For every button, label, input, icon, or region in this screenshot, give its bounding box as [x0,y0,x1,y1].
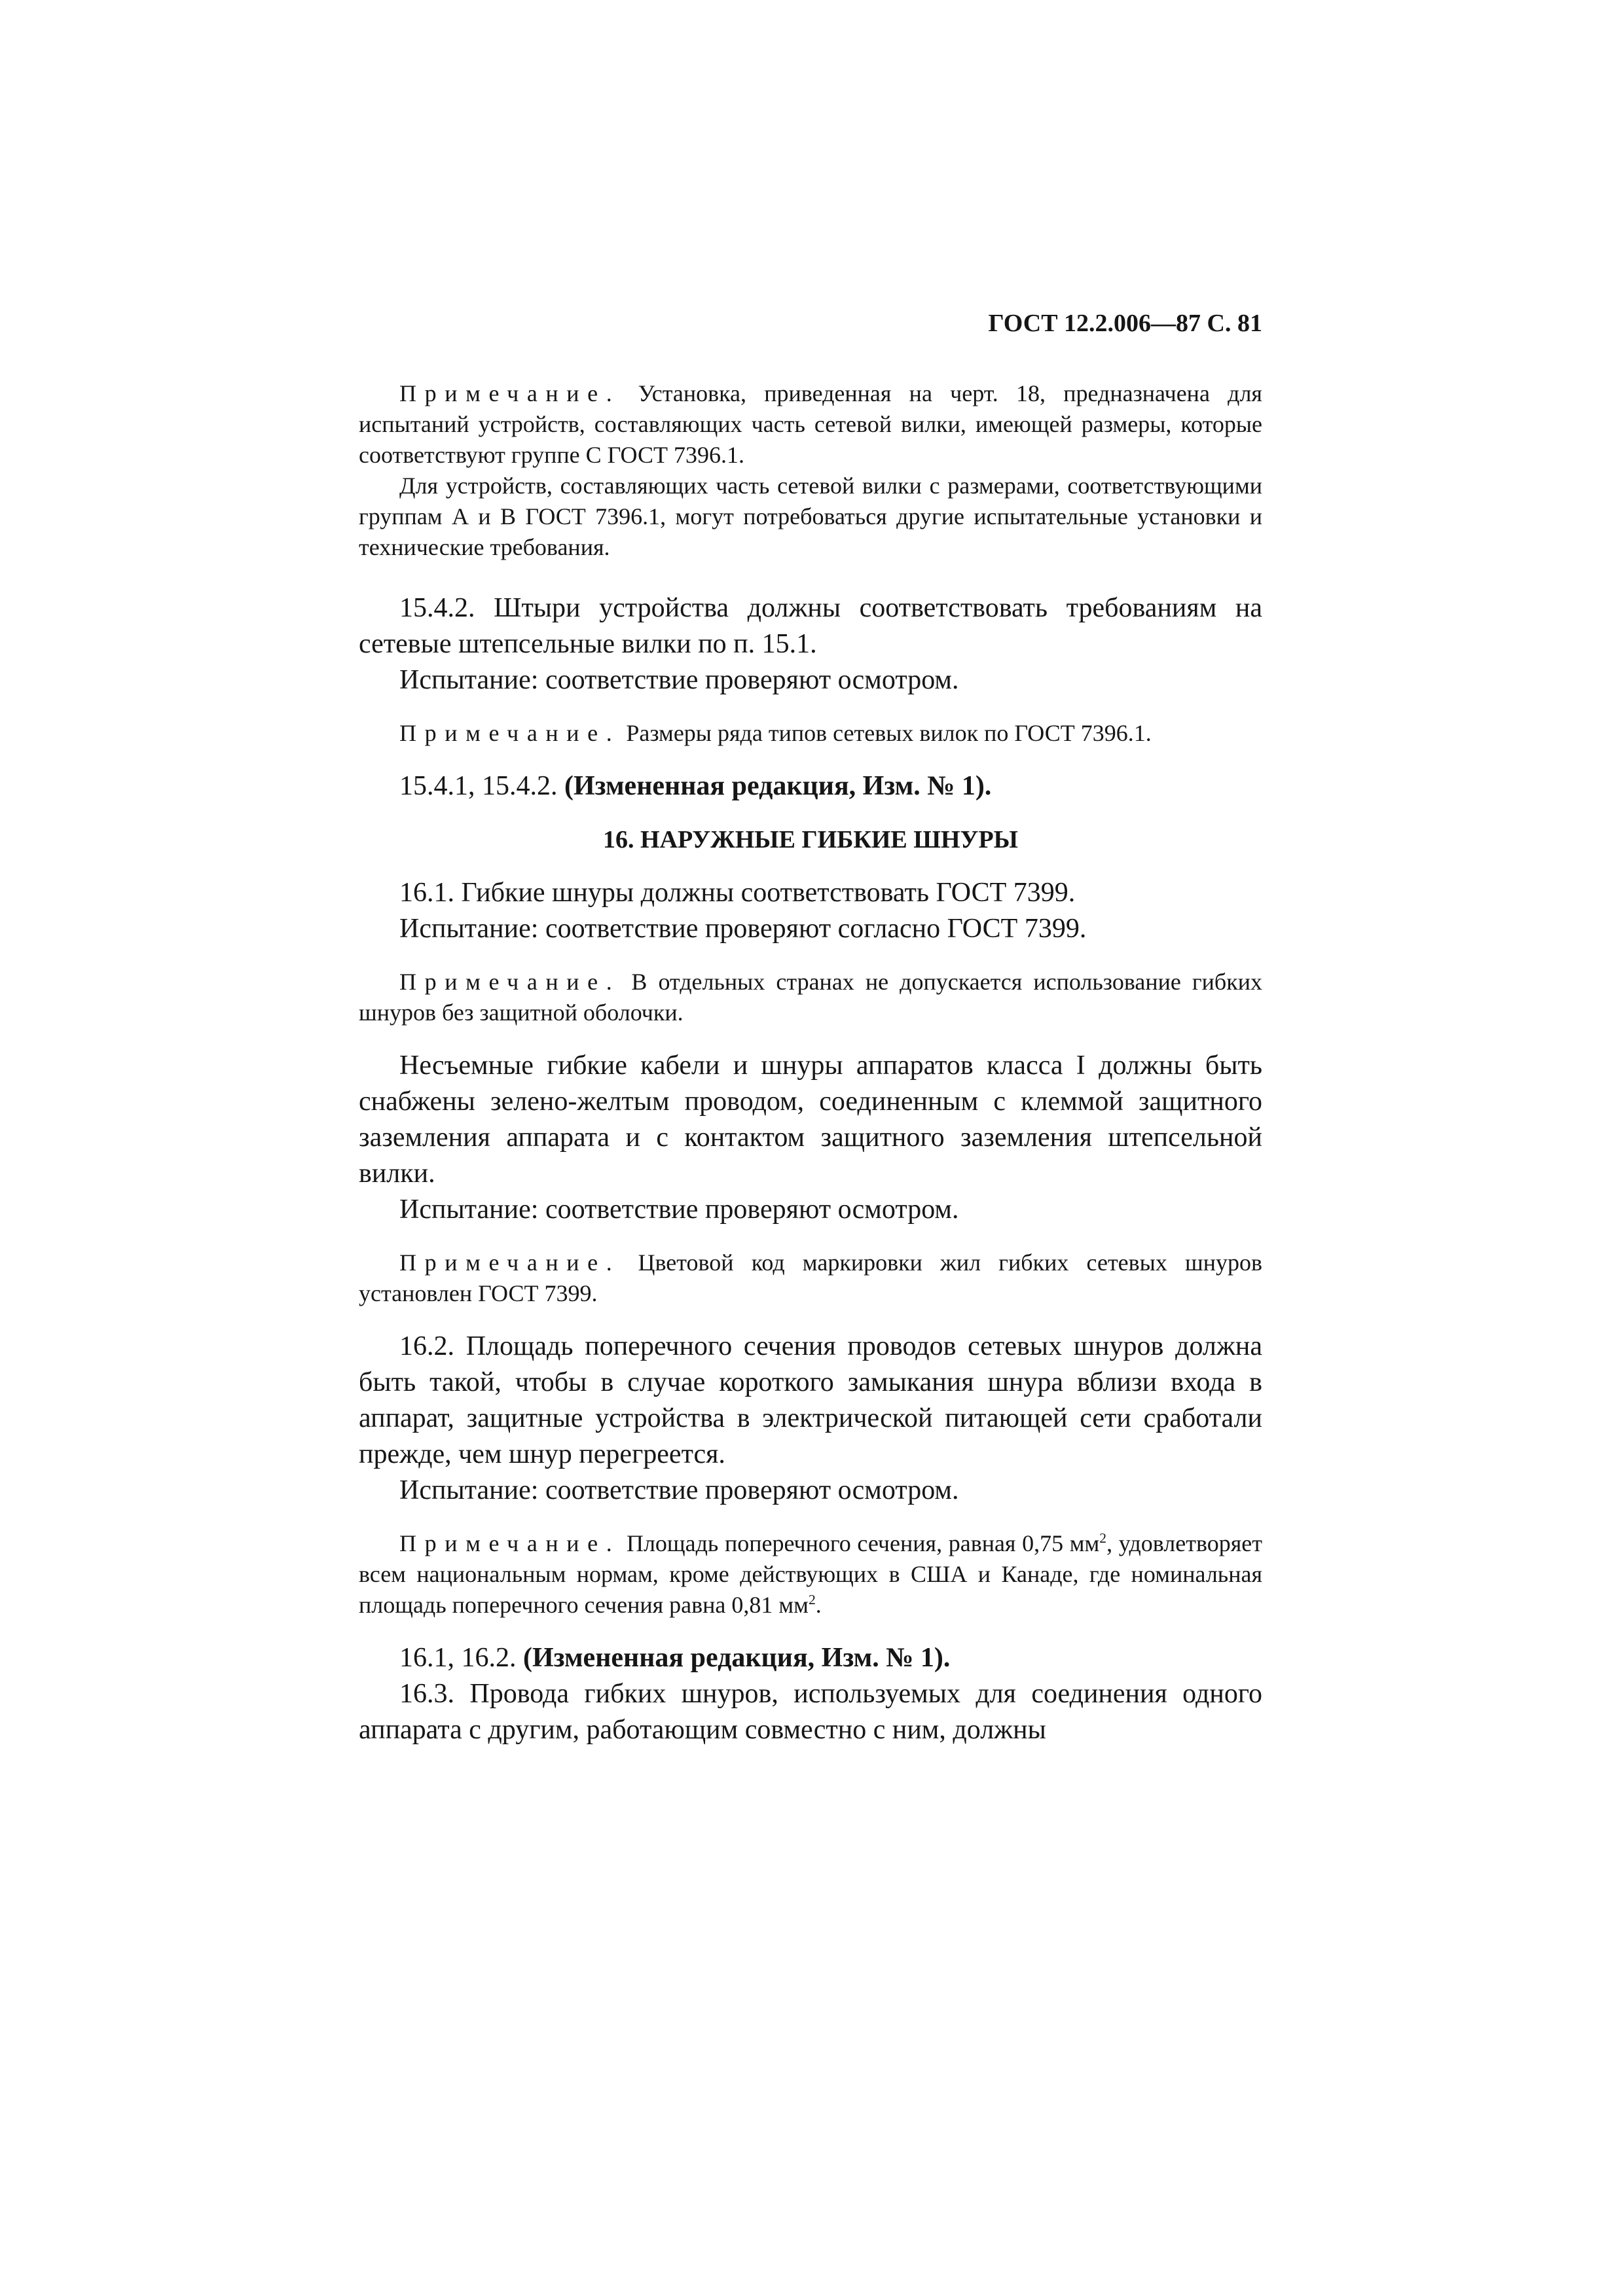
test-statement: Испытание: соответствие проверяют осмотром. [399,1194,959,1225]
document-page [359,308,1262,1748]
note-paragraph [359,1247,1262,1309]
note-paragraph [359,378,1262,471]
clause-16-3: 16.3. Провода гибких шнуров, используемых для соединения одного аппарата с другим, работающим совместно с ним, должны [359,1679,1262,1745]
note-lead: Примечание. [399,1249,621,1276]
clause-15-4-2: 15.4.2. Штыри устройства должны соответствовать требованиям на сетевые штепсельные вилки по п. 15.1. [359,593,1262,659]
test-statement: Испытание: соответствие проверяют осмотром. [399,665,959,695]
note-continuation: Для устройств, составляющих часть сетевой вилки с размерами, соответствующими группам А и В ГОСТ 7396.1, могут потребоваться другие испытательные установки и технические требования. [359,473,1262,560]
amendment-label: (Измененная редакция, Изм. № 1). [564,771,992,801]
note-paragraph [359,1528,1262,1621]
note-text: В отдельных странах не допускается использование гибких шнуров без защитной оболочки. [359,969,1262,1026]
amendment-refs: 15.4.1, 15.4.2. [399,771,564,801]
note-text: . [815,1592,822,1618]
clause-16-2: 16.2. Площадь поперечного сечения проводов сетевых шнуров должна быть такой, чтобы в случае короткого замыкания шнура вблизи входа в аппарат, защитные устройства в электрической питающей сети сработали прежде, чем шнур перегреется. [359,1331,1262,1469]
test-statement: Испытание: соответствие проверяют согласно ГОСТ 7399. [399,914,1087,944]
note-text: Цветовой код маркировки жил гибких сетевых шнуров установлен ГОСТ 7399. [359,1249,1262,1306]
test-statement: Испытание: соответствие проверяют осмотром. [399,1475,959,1505]
note-paragraph [359,718,1262,749]
note-lead: Примечание. [399,969,621,995]
note-text: Площадь поперечного сечения, равная 0,75 мм [620,1530,1100,1556]
amendment-line [359,1640,1262,1676]
amendment-label: (Измененная редакция, Изм. № 1). [523,1643,951,1673]
note-text: Размеры ряда типов сетевых вилок по ГОСТ 7396.1. [620,720,1152,746]
amendment-refs: 16.1, 16.2. [399,1643,523,1673]
note-lead: Примечание. [399,720,621,746]
clause-16-1: 16.1. Гибкие шнуры должны соответствовать ГОСТ 7399. [399,878,1076,908]
section-title: 16. НАРУЖНЫЕ ГИБКИЕ ШНУРЫ [603,826,1018,853]
note-text: , удовлетворяет всем национальным нормам, кроме действующих в США и Канаде, где номинальная площадь поперечного сечения равна 0,81 мм [359,1530,1262,1618]
page-header: ГОСТ 12.2.006—87 С. 81 [988,310,1262,337]
note-lead: Примечание. [399,380,621,406]
note-lead: Примечание. [399,1530,621,1556]
superscript: 2 [808,1592,816,1607]
amendment-line [359,768,1262,804]
note-paragraph [359,967,1262,1028]
note-text: Установка, приведенная на черт. 18, предназначена для испытаний устройств, составляющих часть сетевой вилки, имеющей размеры, которые соответствуют группе С ГОСТ 7396.1. [359,380,1262,468]
cables-paragraph: Несъемные гибкие кабели и шнуры аппаратов класса I должны быть снабжены зелено-желтым проводом, соединенным с клеммой защитного заземления аппарата и с контактом защитного заземления штепсельной вилки. [359,1050,1262,1189]
superscript: 2 [1099,1530,1107,1546]
